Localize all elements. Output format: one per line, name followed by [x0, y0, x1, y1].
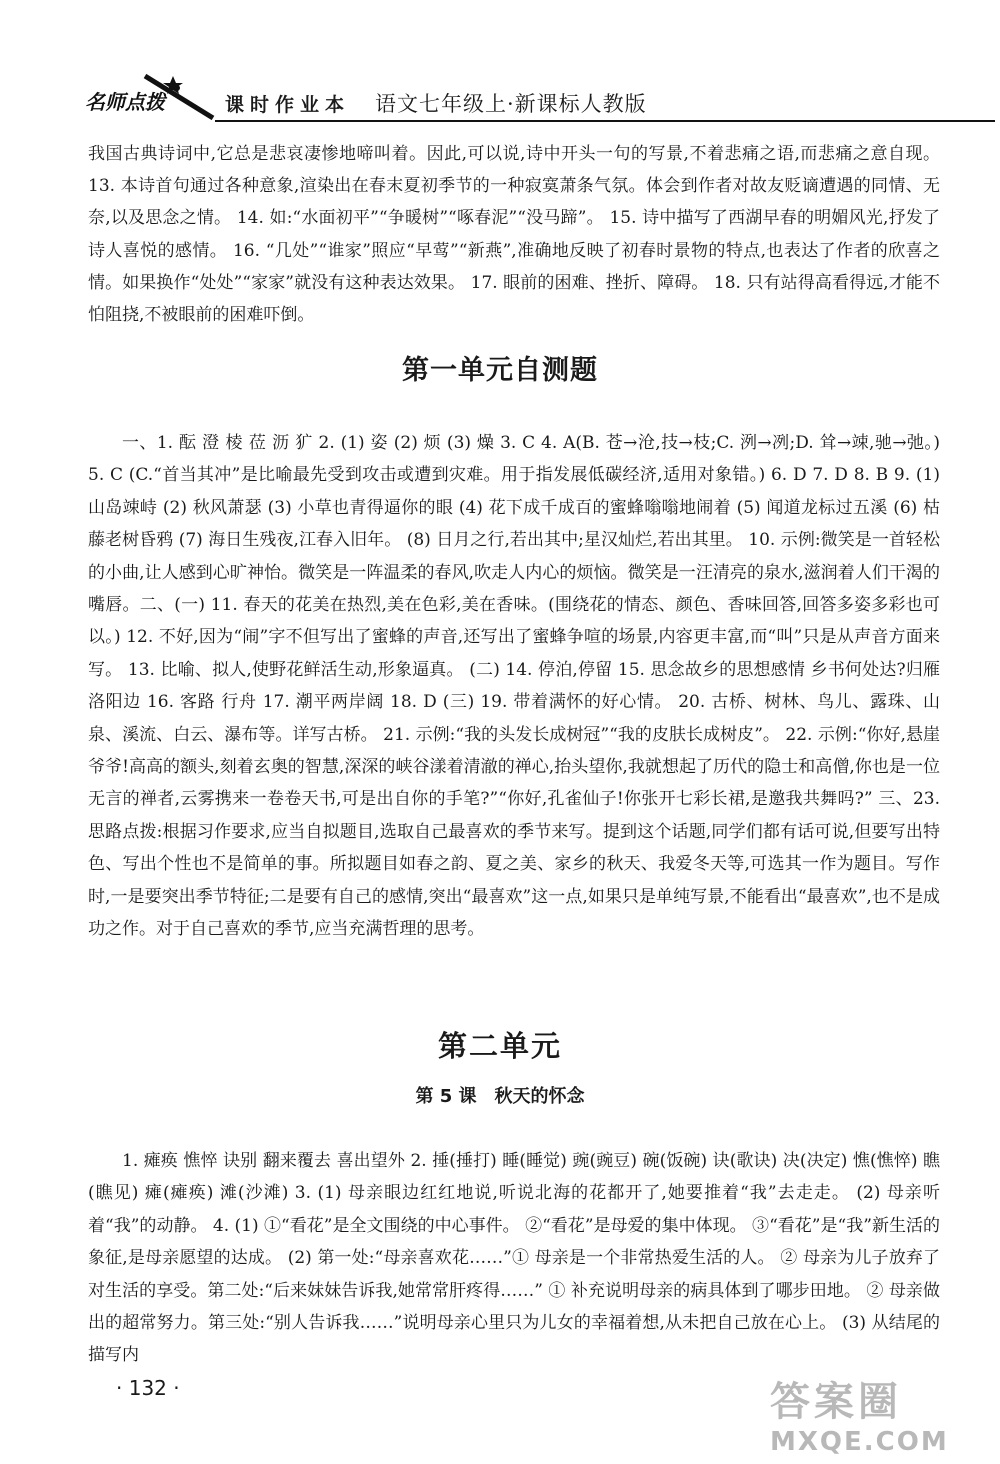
watermark-bottom: MXQE.COM: [770, 1427, 949, 1457]
watermark-top: 答案圈: [770, 1379, 902, 1425]
page-number: · 132 ·: [116, 1376, 180, 1400]
book-name: 语文七年级上·新课标人教版: [375, 92, 647, 116]
watermark: [770, 1370, 980, 1460]
unit2-title: 第二单元: [437, 1029, 562, 1063]
page-header: [85, 68, 925, 128]
unit1-title: 第一单元自测题: [402, 355, 598, 386]
continued-answers: [88, 138, 940, 331]
header-rule: [215, 120, 995, 122]
lesson-title: 第 5 课 秋天的怀念: [415, 1086, 585, 1107]
series-name: 课时作业本: [225, 94, 351, 116]
lesson-paragraph: 1. 瘫痪 憔悴 诀别 翻来覆去 喜出望外 2. 捶(捶打) 睡(睡觉) 豌(豌豆) 碗(饭碗) 诀(歌诀) 决(决定) 憔(憔悴) 瞧(瞧见) 瘫(瘫痪) 滩(沙滩) 3. (1) 母亲眼边红红地说,听说北海的花都开了,她要推着“我”去走走。 (2) 母亲听着“我”的动静。 4. (1) ①“看花”是全文围绕的中心事件。 ②“看花”是母爱的集中体现。 ③“看花”是“我”新生活的象征,是母亲愿望的达成。 (2) 第一处:“母亲喜欢花……”① 母亲是一个非常热爱生活的人。 ② 母亲为儿子放弃了对生活的享受。第二处:“后来妹妹告诉我,她常常肝疼得……” ① 补充说明母亲的病具体到了哪步田地。 ② 母亲做出的超常努力。第三处:“别人告诉我……”说明母亲心里只为儿女的幸福着想,从未把自己放在心上。 (3) 从结尾的描写内: [88, 1151, 940, 1366]
unit1-paragraph: 一、1. 酝 澄 棱 莅 沥 犷 2. (1) 姿 (2) 烦 (3) 燥 3. C 4. A(B. 苍→沧,技→枝;C. 洌→冽;D. 耸→竦,驰→弛。) 5. C (C.“首当其冲”是比喻最先受到攻击或遭到灾难。用于指发展低碳经济,适用对象错。) 6. D 7. D 8. B 9. (1) 山岛竦峙 (2) 秋风萧瑟 (3) 小草也青得逼你的眼 (4) 花下成千成百的蜜蜂嗡嗡地闹着 (5) 闻道龙标过五溪 (6) 枯藤老树昏鸦 (7) 海日生残夜,江春入旧年。 (8) 日月之行,若出其中;星汉灿烂,若出其里。 10. 示例:微笑是一首轻松的小曲,让人感到心旷神怡。微笑是一阵温柔的春风,吹走人内心的烦恼。微笑是一汪清亮的泉水,滋润着人们干渴的嘴唇。二、(一) 11. 春天的花美在热烈,美在色彩,美在香味。(围绕花的情态、颜色、香味回答,回答多姿多彩也可以。) 12. 不好,因为“闹”字不但写出了蜜蜂的声音,还写出了蜜蜂争喧的场景,内容更丰富,而“叫”只是从声音方面来写。 13. 比喻、拟人,使野花鲜活生动,形象逼真。 (二) 14. 停泊,停留 15. 思念故乡的思想感情 乡书何处达?归雁洛阳边 16. 客路 行舟 17. 潮平两岸阔 18. D (三) 19. 带着满怀的好心情。 20. 古桥、树林、鸟儿、露珠、山泉、溪流、白云、瀑布等。详写古桥。 21. 示例:“我的头发长成树冠”“我的皮肤长成树皮”。 22. 示例:“你好,悬崖爷爷!高高的额头,刻着玄奥的智慧,深深的峡谷漾着清澈的禅心,抬头望你,我就想起了历代的隐士和高僧,你也是一位无言的禅者,云雾携来一卷卷天书,可是出自你的手笔?”“你好,孔雀仙子!你张开七彩长裙,是邀我共舞吗?” 三、23. 思路点拨:根据习作要求,应当自拟题目,选取自己最喜欢的季节来写。提到这个话题,同学们都有话可说,但要写出特色、写出个性也不是简单的事。所拟题目如春之韵、夏之美、家乡的秋天、我爱冬天等,可选其一作为题目。写作时,一是要突出季节特征;二是要有自己的感情,突出“最喜欢”这一点,如果只是单纯写景,不能看出“最喜欢”,也不是成功之作。对于自己喜欢的季节,应当充满哲理的思考。: [88, 433, 940, 940]
logo-text: 名师点拨: [85, 90, 165, 114]
publisher-logo: [85, 68, 220, 126]
lesson-answers: [88, 1128, 940, 1389]
top-paragraph: 我国古典诗词中,它总是悲哀凄惨地啼叫着。因此,可以说,诗中开头一句的写景,不着悲痛之语,而悲痛之意自现。 13. 本诗首句通过各种意象,渲染出在春末夏初季节的一种寂寞萧条气氛。体会到作者对故友贬谪遭遇的同情、无奈,以及思念之情。 14. 如:“水面初平”“争暖树”“啄春泥”“没马蹄”。 15. 诗中描写了西湖早春的明媚风光,抒发了诗人喜悦的感情。 16. “几处”“谁家”照应“早莺”“新燕”,准确地反映了初春时景物的特点,也表达了作者的欣喜之情。如果换作“处处”“家家”就没有这种表达效果。 17. 眼前的困难、挫折、障碍。 18. 只有站得高看得远,才能不怕阻挠,不被眼前的困难吓倒。: [88, 144, 940, 326]
unit1-answers: [88, 410, 940, 963]
